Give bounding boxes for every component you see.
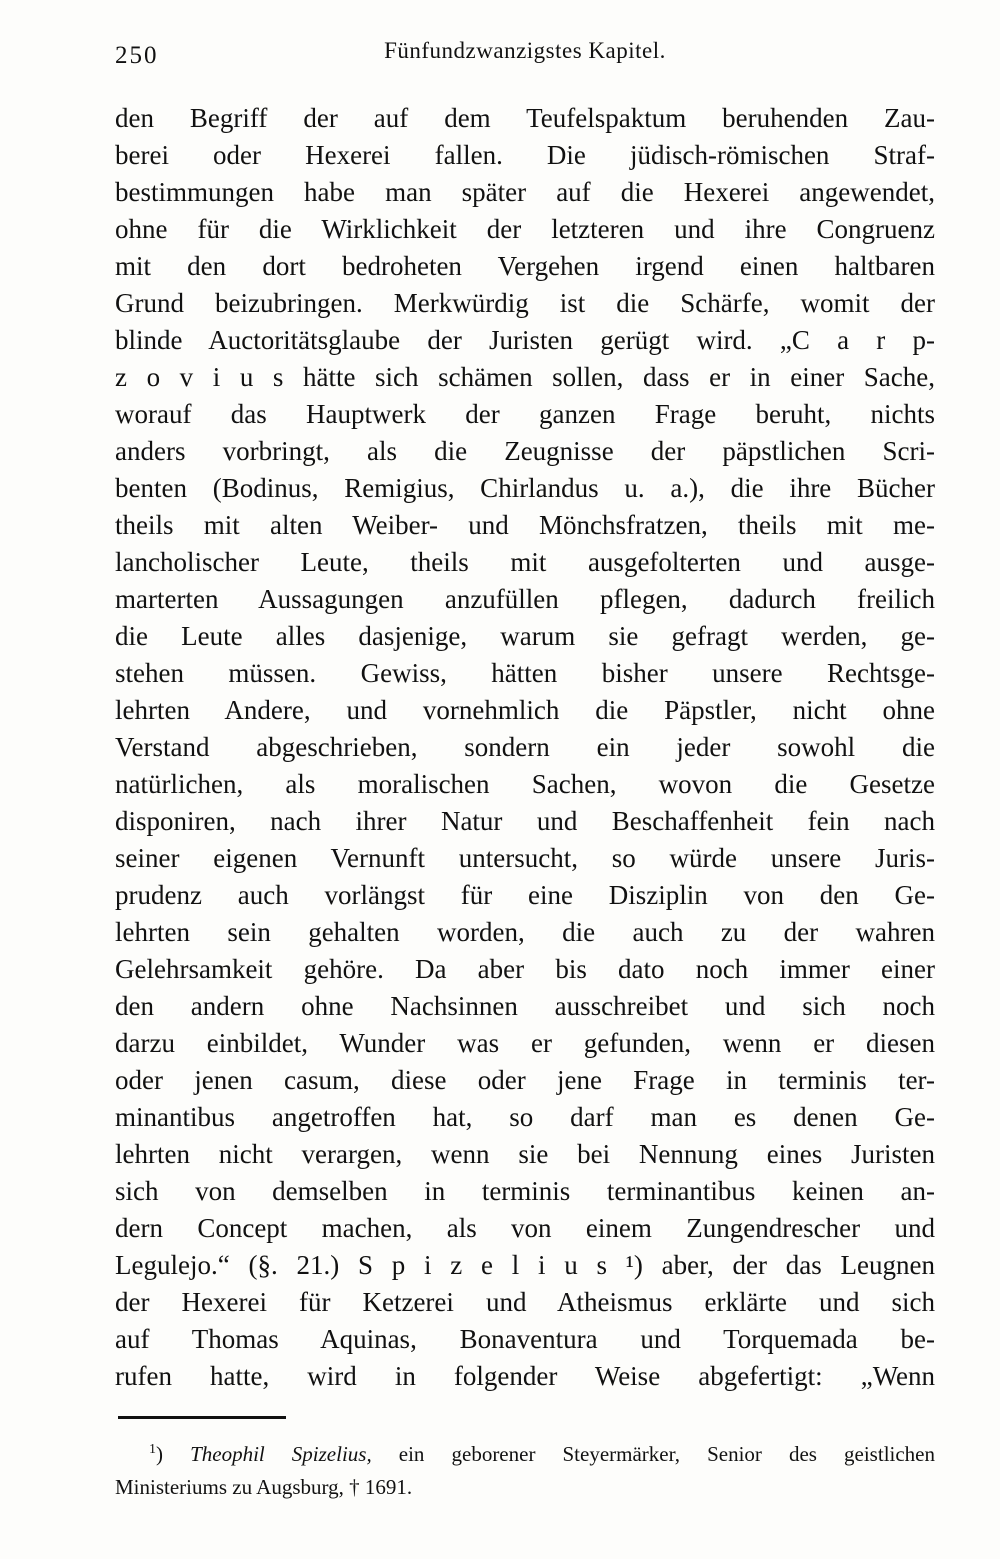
text-line: natürlichen, als moralischen Sachen, wovon die Gesetze — [115, 769, 935, 799]
text-line: stehen müssen. Gewiss, hätten bisher unsere Rechtsge- — [115, 658, 935, 688]
text-line: disponiren, nach ihrer Natur und Beschaffenheit fein nach — [115, 806, 935, 836]
text-line: Gelehrsamkeit gehöre. Da aber bis dato noch immer einer — [115, 954, 935, 984]
text-line: bestimmungen habe man später auf die Hexerei angewendet, — [115, 177, 935, 207]
text-line: berei oder Hexerei fallen. Die jüdisch-römischen Straf- — [115, 140, 935, 170]
footnote — [115, 1438, 935, 1504]
text-line: seiner eigenen Vernunft untersucht, so würde unsere Juris- — [115, 843, 935, 873]
text-line: lancholischer Leute, theils mit ausgefolterten und ausge- — [115, 547, 935, 577]
text-line: worauf das Hauptwerk der ganzen Frage beruht, nichts — [115, 399, 935, 429]
footnote-line: Ministeriums zu Augsburg, † 1691. — [115, 1475, 413, 1499]
footnote-marker: 1 — [149, 1442, 156, 1457]
footnote-marker-paren: ) — [156, 1442, 163, 1466]
text-line: darzu einbildet, Wunder was er gefunden, wenn er diesen — [115, 1028, 935, 1058]
body-paragraph — [115, 100, 935, 1395]
text-line: anders vorbringt, als die Zeugnisse der päpstlichen Scri- — [115, 436, 935, 466]
text-line: rufen hatte, wird in folgender Weise abgefertigt: „Wenn — [115, 1361, 935, 1391]
footnote-text: ein geborener Steyermärker, Senior des geistlichen — [371, 1442, 935, 1466]
text-line: theils mit alten Weiber- und Mönchsfratzen, theils mit me- — [115, 510, 935, 540]
text-line: den andern ohne Nachsinnen ausschreibet und sich noch — [115, 991, 935, 1021]
text-line: minantibus angetroffen hat, so darf man es denen Ge- — [115, 1102, 935, 1132]
text-line: blinde Auctoritätsglaube der Juristen gerügt wird. „C a r p- — [115, 325, 935, 355]
text-line: Verstand abgeschrieben, sondern ein jeder sowohl die — [115, 732, 935, 762]
text-line: lehrten Andere, und vornehmlich die Päpstler, nicht ohne — [115, 695, 935, 725]
footnote-person-name: Theophil Spizelius, — [190, 1442, 372, 1466]
text-line: mit den dort bedroheten Vergehen irgend einen haltbaren — [115, 251, 935, 281]
text-line: prudenz auch vorlängst für eine Disziplin von den Ge- — [115, 880, 935, 910]
text-line: benten (Bodinus, Remigius, Chirlandus u. a.), die ihre Bücher — [115, 473, 935, 503]
text-line: der Hexerei für Ketzerei und Atheismus erklärte und sich — [115, 1287, 935, 1317]
footnote-divider — [118, 1416, 286, 1419]
chapter-header: Fünfundzwanzigstes Kapitel. — [384, 38, 666, 63]
text-line: lehrten nicht verargen, wenn sie bei Nennung eines Juristen — [115, 1139, 935, 1169]
running-header — [115, 38, 935, 72]
text-line: z o v i u s hätte sich schämen sollen, dass er in einer Sache, — [115, 362, 935, 392]
text-line: die Leute alles dasjenige, warum sie gefragt werden, ge- — [115, 621, 935, 651]
text-line: auf Thomas Aquinas, Bonaventura und Torquemada be- — [115, 1324, 935, 1354]
text-line: marterten Aussagungen anzufüllen pflegen, dadurch freilich — [115, 584, 935, 614]
footnote-line — [115, 1438, 935, 1471]
text-line: lehrten sein gehalten worden, die auch zu der wahren — [115, 917, 935, 947]
text-line: sich von demselben in terminis terminantibus keinen an- — [115, 1176, 935, 1206]
text-line: Grund beizubringen. Merkwürdig ist die Schärfe, womit der — [115, 288, 935, 318]
page-number: 250 — [115, 42, 159, 69]
text-line: oder jenen casum, diese oder jene Frage in terminis ter- — [115, 1065, 935, 1095]
text-line: ohne für die Wirklichkeit der letzteren und ihre Congruenz — [115, 214, 935, 244]
text-line: dern Concept machen, als von einem Zungendrescher und — [115, 1213, 935, 1243]
text-line: den Begriff der auf dem Teufelspaktum beruhenden Zau- — [115, 103, 935, 133]
text-line: Legulejo.“ (§. 21.) S p i z e l i u s ¹) aber, der das Leugnen — [115, 1250, 935, 1280]
